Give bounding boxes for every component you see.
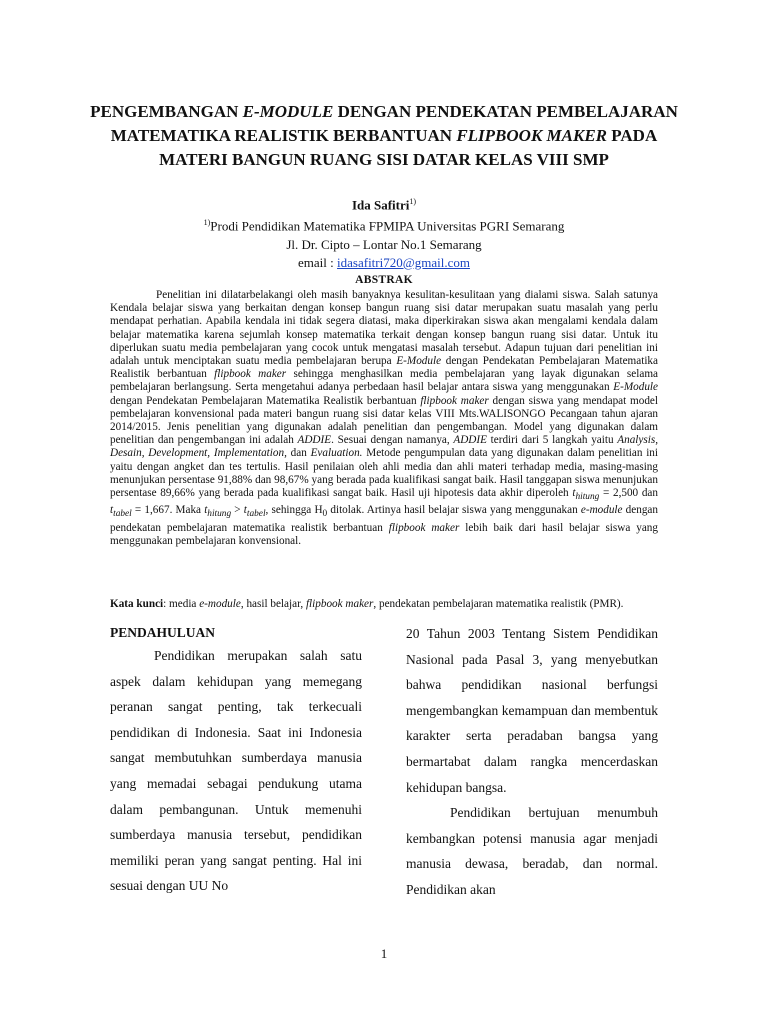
author-block	[60, 193, 708, 272]
author-address: Jl. Dr. Cipto – Lontar No.1 Semarang	[286, 236, 482, 252]
abstract-heading: ABSTRAK	[355, 274, 413, 286]
right-column-paragraph-1: 20 Tahun 2003 Tentang Sistem Pendidikan Nasional pada Pasal 3, yang menyebutkan bahwa pendidikan nasional berfungsi mengembangkan kemampuan dan membentuk karakter serta peradaban bangsa yang bermartabat dalam rangka mencerdaskan kehidupan bangsa.	[406, 626, 658, 795]
left-column-paragraph: Pendidikan merupakan salah satu aspek dalam kehidupan yang memegang peranan sangat penting, tak terkecuali pendidikan di Indonesia. Saat ini Indonesia sangat membutuhkan sumberdaya manusia yang memadai sebagai pendukung utama dalam pembangunan. Untuk memenuhi sumberdaya manusia tersebut, pendidikan memiliki peran yang sangat penting. Hal ini sesuai dengan UU No	[110, 648, 362, 894]
right-column-paragraph-2: Pendidikan bertujuan menumbuh kembangkan potensi manusia agar menjadi manusia dewasa, beradab, dan normal. Pendidikan akan	[406, 805, 658, 897]
author-email-line: email : idasafitri720@gmail.com	[298, 254, 470, 270]
left-column	[110, 623, 362, 899]
author-affiliation: $^{1)}$Prodi Pendidikan Matematika FPMIPA Universitas PGRI Semarang	[203, 218, 565, 234]
title-line-2: MATEMATIKA REALISTIK BERBANTUAN FLIPBOOK MAKER PADA	[110, 126, 658, 145]
paper-title	[60, 100, 708, 172]
right-column	[406, 621, 658, 903]
author-name: Ida Safitri$^{1)}$	[351, 197, 417, 213]
abstract-text: Penelitian ini dilatarbelakangi oleh masih banyaknya kesulitan-kesulitaan yang dialami siswa. Salah satunya Kendala belajar siswa yang berkaitan dengan konsep bangun ruang sisi datar merupakan suatu masalah yang perlu mendapat perhatian. Apabila kendala ini tidak segera diatasi, maka diperkirakan siswa akan mengalami kendala dalam belajar matematika karena sejumlah konsep matematika terkait dengan konsep bangun ruang sisi datar. Untuk itu diperlukan suatu media pembelajaran yang cocok untuk mengatasi masalah tersebut. Adapun tujuan dari penelitian ini adalah untuk menciptakan suatu media pembelajaran berupa E-Module dengan Pendekatan Pembelajaran Matematika Realistik berbantuan flipbook maker sehingga menghasilkan media pembelajaran yang layak digunakan selama pembelajaran berlangsung. Serta mengetahui adanya perbedaan hasil belajar antara siswa yang menggunakan E-Module dengan Pendekatan Pembelajaran Matematika Realistik berbantuan flipbook maker dengan siswa yang mendapat model pembelajaran konvensional pada materi bangun ruang sisi datar kelas VIII Mts.WALISONGO Pecangaan tahun ajaran 2014/2015. Jenis penelitian yang digunakan adalah penelitian dan pengembangan. Model yang digunakan dalam penelitian dan pengembangan ini adalah ADDIE. Sesuai dengan namanya, ADDIE terdiri dari 5 langkah yaitu Analysis, Desain, Development, Implementation, dan Evaluation. Metode pengumpulan data yang digunakan dalam penelitian ini yaitu dengan angket dan tes tertulis. Hasil penilaian oleh ahli media dan ahli materi terhadap media, masing-masing menunjukan persentase 91,88% dan 98,67% yang berada pada kualifikasi sangat baik. Hasil tanggapan siswa menunjukan persentase 89,66% yang berada pada kualifikasi sangat baik. Hasil uji hipotesis data akhir diperoleh $t_{hitung} = 2,500$ dan $t_{tabel} = 1,667$. Maka $t_{hitung} > t_{tabel}$, sehingga $H_0$ ditolak. Artinya hasil belajar siswa yang menggunakan e-module dengan pendekatan pembelajaran matematika realistik berbantuan flipbook maker lebih baik dari hasil belajar siswa yang menggunakan pembelajaran konvensional.	[110, 289, 659, 548]
page-number: 1	[380, 946, 388, 961]
title-line-3: MATERI BANGUN RUANG SISI DATAR KELAS VIII SMP	[159, 150, 609, 169]
title-line-1: PENGEMBANGAN E-MODULE DENGAN PENDEKATAN PEMBELAJARAN	[90, 102, 678, 121]
section-heading-pendahuluan: PENDAHULUAN	[110, 625, 216, 640]
keywords: Kata kunci: media e-module, hasil belajar, flipbook maker, pendekatan pembelajaran matematika realistik (PMR).	[110, 598, 624, 610]
author-email-link[interactable]: idasafitri720@gmail.com	[337, 254, 470, 270]
